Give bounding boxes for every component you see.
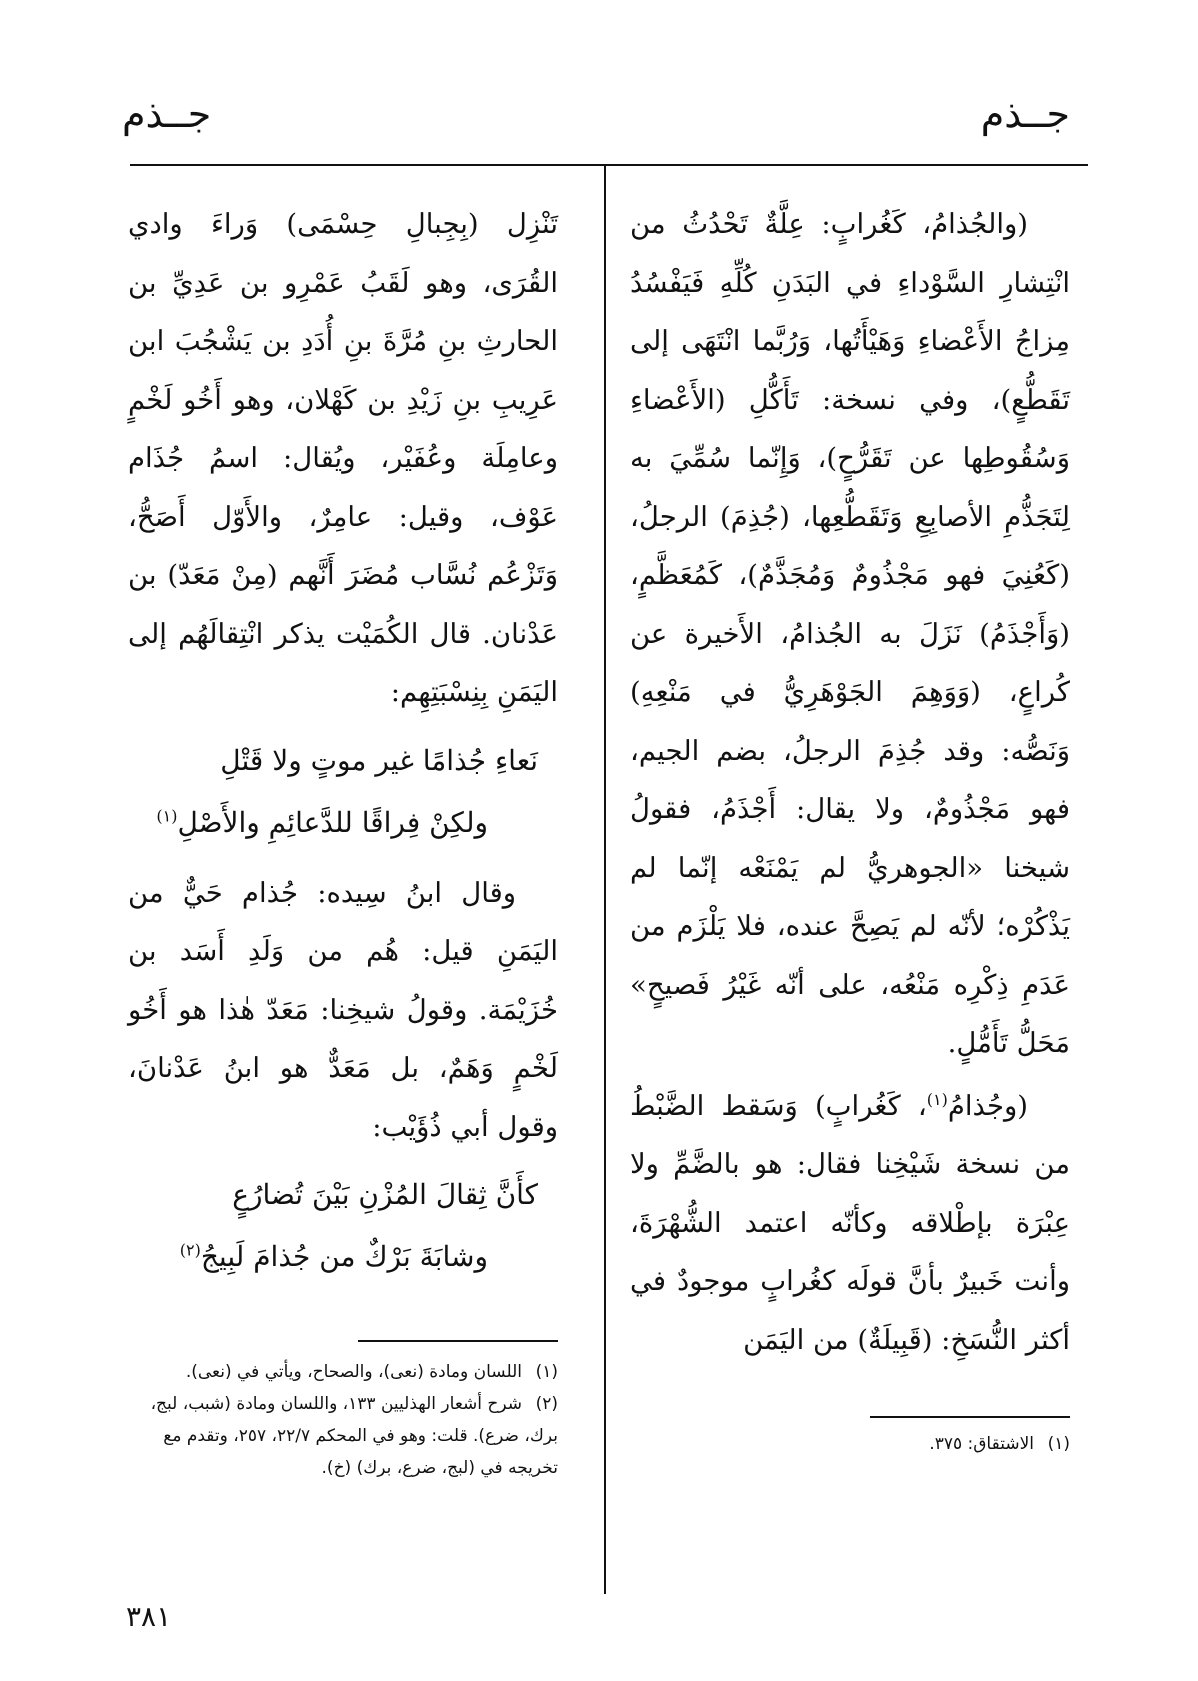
footnote <box>128 1356 558 1388</box>
right-column-paragraph-1: (والجُذامُ، كَغُرابٍ: عِلَّةٌ تَحْدُثُ من انْتِشارِ السَّوْداءِ في البَدَنِ كُلِّهِ فَيَفْسُدُ مِزاجُ الأَعْضاءِ وَهَيْأَتُها، وَرُبَّما انْتَهَى إلى تَقَطُّعٍ)، وفي نسخة: تَأَكُّلِ (الأَعْضاءِ وَسُقُوطِها عن تَقَرُّحٍ)، وَإِنّما سُمِّيَ به لِتَجَذُّمِ الأصابِعِ وَتَقَطُّعِها، (جُذِمَ) الرجلُ، (كَعُنِيَ فهو مَجْذُومٌ وَمُجَذَّمٌ)، كَمُعَظَّمٍ، (وَأَجْذَمُ) نَزَلَ به الجُذامُ، الأَخيرة عن كُراعٍ، (وَوَهِمَ الجَوْهَرِيُّ في مَنْعِهِ) وَنَصُّه: وقد جُذِمَ الرجلُ، بضم الجيم، فهو مَجْذُومٌ، ولا يقال: أَجْذَمُ، فقولُ شيخنا «الجوهريُّ لم يَمْنَعْه إنّما لم يَذْكُرْه؛ لأنّه لم يَصِحَّ عنده، فلا يَلْزَم من عَدَمِ ذِكْرِه مَنْعُه، على أنّه غَيْرُ فَصيحٍ» مَحَلُّ تَأَمُّلٍ. <box>630 208 1070 1059</box>
footnote-rule-right <box>870 1416 1070 1418</box>
footnote-number: (١) <box>535 1362 558 1382</box>
page-number: ٣٨١ <box>126 1600 172 1633</box>
left-column-paragraph-1: تَنْزِل (بِجِبالِ حِسْمَى) وَراءَ وادي القُرَى، وهو لَقَبُ عَمْرِو بن عَدِيِّ بن الحارثِ بنِ مُرَّةَ بنِ أُدَدِ بن يَشْجُبَ ابن عَرِيبِ بنِ زَيْدِ بن كَهْلان، وهو أَخُو لَخْمٍ وعامِلَة وعُفَيْر، ويُقال: اسمُ جُذَام عَوْف، وقيل: عامِرٌ، والأَوّل أَصَحُّ، وَتَزْعُم نُسَّاب مُضَرَ أَنَّهم (مِنْ مَعَدّ) بن عَدْنان. قال الكُمَيْت يذكر انْتِقالَهُم إلى اليَمَنِ بِنِسْبَتِهِم: <box>128 208 558 708</box>
footnote-marker: (١) <box>156 806 178 826</box>
footnote-text: شرح أشعار الهذليين ١٣٣، واللسان ومادة (شبب، لبج، برك، ضرع). قلت: وهو في المحكم ٢٢/٧، ٢٥٧، وتقدم مع تخريجه في (لبج، ضرع، برك) (خ). <box>150 1394 558 1478</box>
right-column <box>630 195 1070 1369</box>
footnote-text: اللسان ومادة (نعى)، والصحاح، ويأتي في (نعى). <box>185 1362 522 1382</box>
right-column-paragraph-2 <box>630 1077 1070 1370</box>
verse-1 <box>128 730 558 854</box>
header-rule <box>130 164 1088 166</box>
footnote <box>630 1428 1070 1460</box>
footnote-text: الاشتقاق: ٣٧٥. <box>929 1434 1034 1454</box>
verse-2-line-2-text: وشابَةَ بَرْكٌ من جُذامَ لَبِيجُ <box>200 1240 488 1273</box>
page-header-right-word: جــذم <box>980 92 1070 136</box>
verse-gap <box>128 854 558 864</box>
footnotes-left <box>128 1356 558 1484</box>
footnote-number: (١) <box>1047 1434 1070 1454</box>
footnote-number: (٢) <box>535 1394 558 1414</box>
left-column-paragraph-2: وقال ابنُ سِيده: جُذام حَيٌّ من اليَمَنِ قيل: هُم من وَلَدِ أَسَد بن خُزَيْمَة. وقولُ شيخِنا: مَعَدّ هٰذا هو أَخُو لَخْمٍ وَهَمٌ، بل مَعَدٌّ هو ابنُ عَدْنانَ، وقول أبي ذُؤَيْب: <box>128 876 558 1143</box>
page-header-left-word: جــذم <box>122 92 212 136</box>
right-column-paragraph-2-start: (وجُذامُ <box>947 1089 1028 1122</box>
verse-2-line-2 <box>128 1226 558 1288</box>
right-column-paragraph-2-rest: ، كَغُرابٍ) وَسَقط الضَّبْطُ من نسخة شَيْخِنا فقال: هو بالضَّمِّ ولا عِبْرَة بإطْلاقه وكأنّه اعتمد الشُّهْرَةَ، وأنت خَبيرٌ بأنَّ قولَه كغُرابٍ موجودٌ في أكثر النُّسَخِ: (قَبِيلَةٌ) من اليَمَن <box>630 1089 1070 1356</box>
footnote-marker: (٢) <box>179 1240 201 1260</box>
left-column <box>128 195 558 1288</box>
column-divider <box>604 164 606 1594</box>
verse-1-line-1: نَعاءِ جُذامًا غير موتٍ ولا قَتْلِ <box>220 743 538 777</box>
verse-2-line-1: كأَنَّ ثِقالَ المُزْنِ بَيْنَ تُضارُعٍ <box>232 1178 538 1211</box>
verse-1-line-2 <box>128 792 558 854</box>
footnote <box>128 1388 558 1484</box>
verse-1-line-2-text: ولكِنْ فِراقًا للدَّعائِمِ والأَصْلِ <box>177 805 488 839</box>
footnote-rule-left <box>358 1340 558 1342</box>
footnotes-right <box>630 1428 1070 1460</box>
verse-2 <box>128 1164 558 1288</box>
footnote-marker: (١) <box>926 1089 948 1109</box>
